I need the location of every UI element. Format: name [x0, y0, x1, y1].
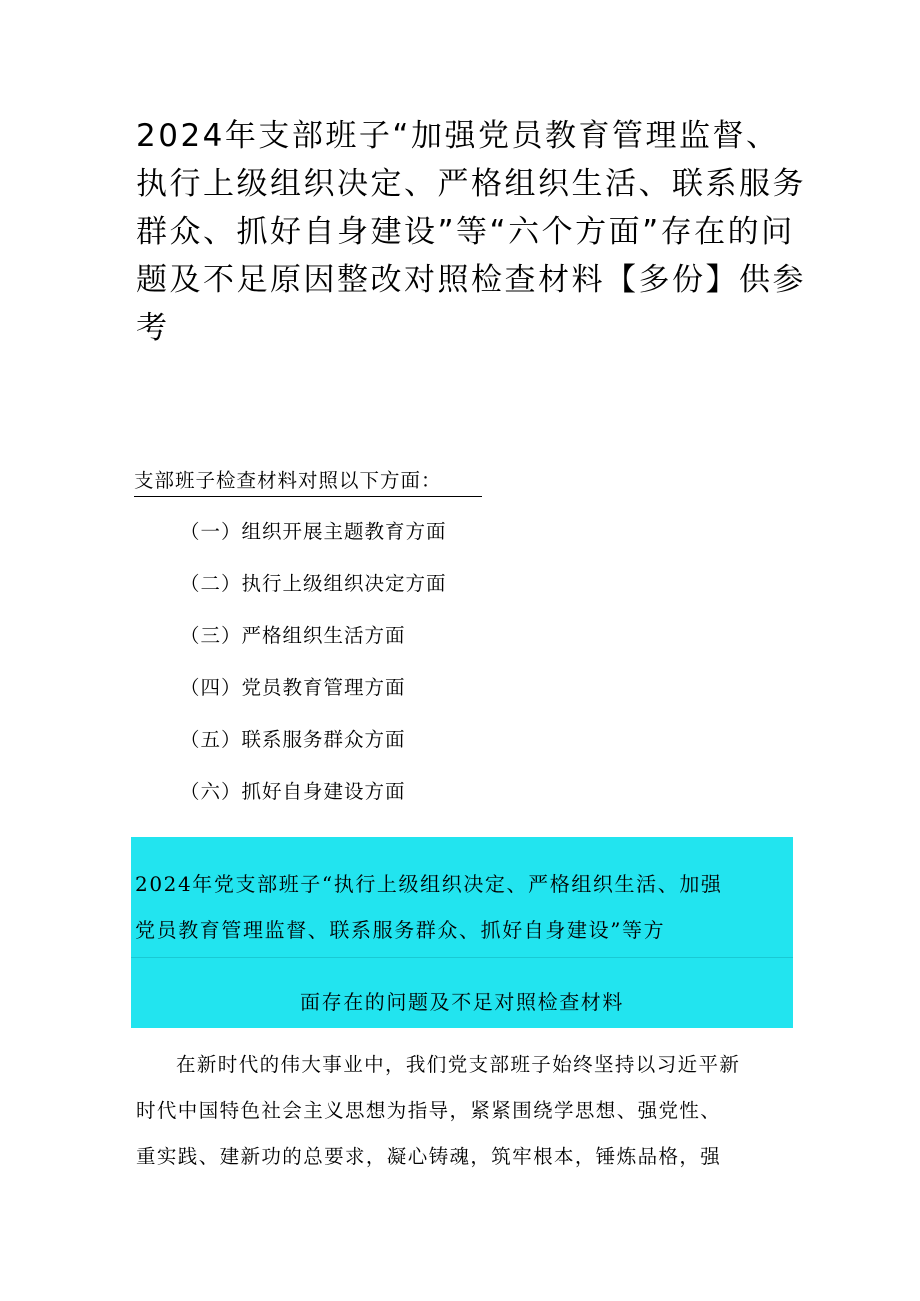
- toc-list: [180, 514, 447, 826]
- toc-item: （三）严格组织生活方面: [180, 624, 406, 647]
- section-title-banner: [131, 837, 793, 1028]
- body-line: 重实践、建新功的总要求，凝心铸魂，筑牢根本，锤炼品格，强: [136, 1145, 722, 1168]
- section-title-line: 党员教育管理监督、联系服务群众、抓好自身建设”等方: [135, 918, 666, 942]
- document-title: 2024年支部班子“加强党员教育管理监督、执行上级组织决定、严格组织生活、联系服务群众、抓好自身建设”等“六个方面”存在的问题及不足原因整改对照检查材料【多份】供参考: [136, 118, 806, 346]
- toc-item: （六）抓好自身建设方面: [180, 780, 406, 803]
- section-title-line: 面存在的问题及不足对照检查材料: [300, 990, 624, 1014]
- toc-item: （五）联系服务群众方面: [180, 728, 406, 751]
- toc-item: （二）执行上级组织决定方面: [180, 572, 447, 595]
- banner-divider: [131, 957, 793, 958]
- body-line: 时代中国特色社会主义思想为指导，紧紧围绕学思想、强党性、: [136, 1099, 722, 1122]
- toc-item: （一）组织开展主题教育方面: [180, 520, 447, 543]
- toc-item: （四）党员教育管理方面: [180, 676, 406, 699]
- body-line: 在新时代的伟大事业中，我们党支部班子始终坚持以习近平新: [176, 1053, 741, 1076]
- body-paragraph: [136, 1042, 796, 1180]
- toc-heading: 支部班子检查材料对照以下方面：: [134, 466, 482, 497]
- section-title-line: 2024年党支部班子“执行上级组织决定、严格组织生活、加强: [135, 872, 723, 896]
